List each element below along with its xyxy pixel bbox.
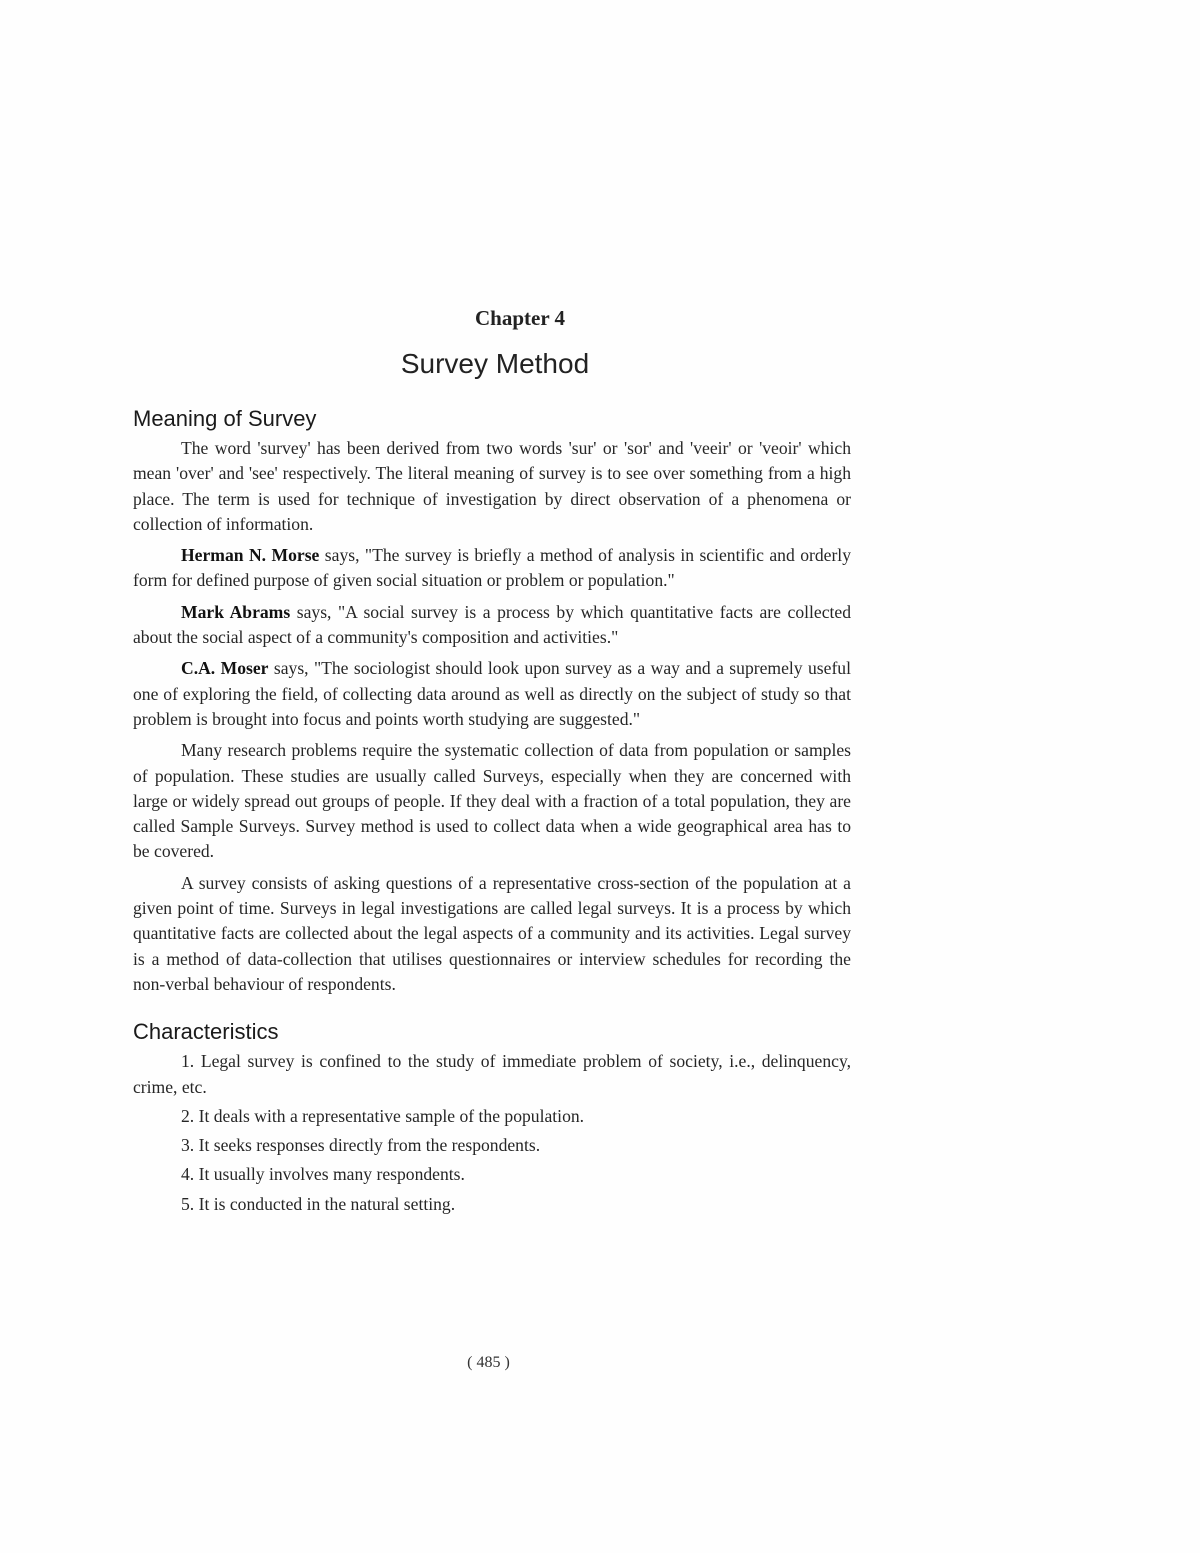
chapter-title: Survey Method	[400, 348, 590, 379]
list-item: 1. Legal survey is confined to the study of immediate problem of society, i.e., delinquency, crime, etc.	[133, 1051, 851, 1097]
page-content	[133, 404, 851, 1221]
paragraph-quote-abrams	[133, 600, 851, 651]
list-item: 4. It usually involves many respondents.	[181, 1164, 465, 1185]
paragraph-legal-survey: A survey consists of asking questions of a representative cross-section of the population at a given point of time. Surveys in legal investigations are called legal surveys. It is a process by which quantitative facts are collected about the legal aspects of a community and its activities. Legal survey is a method of data-collection that utilises questionnaires or interview schedules for recording the non-verbal behaviour of respondents.	[133, 872, 851, 994]
list-item: 2. It deals with a representative sample of the population.	[181, 1105, 585, 1126]
characteristics-list	[133, 1049, 851, 1217]
paragraph-etymology: The word 'survey' has been derived from two words 'sur' or 'sor' and 'veeir' or 'veoir' which mean 'over' and 'see' respectively. The literal meaning of survey is to see over something from a high place. The term is used for technique of investigation by direct observation of a phenomena or collection of information.	[133, 438, 851, 534]
quote-author-abrams: Mark Abrams	[181, 601, 291, 622]
paragraph-quote-morse	[133, 543, 851, 594]
quote-author-morse: Herman N. Morse	[181, 545, 320, 566]
quote-text-moser: says, "The sociologist should look upon survey as a way and a supremely useful one of exploring the field, of collecting data around as well as directly on the subject of study so that problem is brought into focus and points worth studying are suggested."	[133, 658, 851, 729]
list-item: 3. It seeks responses directly from the respondents.	[181, 1135, 541, 1156]
chapter-label: Chapter 4	[474, 306, 566, 330]
section-heading-characteristics: Characteristics	[133, 1019, 279, 1045]
paragraph-quote-moser	[133, 656, 851, 732]
quote-text-abrams: says, "A social survey is a process by which quantitative facts are collected about the social aspect of a community's composition and activities."	[133, 601, 852, 648]
page-number: ( 485 )	[467, 1354, 510, 1371]
paragraph-survey-types: Many research problems require the systematic collection of data from population or samples of population. These studies are usually called Surveys, especially when they are concerned with large or widely spread out groups of people. If they deal with a fraction of a total population, they are called Sample Surveys. Survey method is used to collect data when a wide geographical area has to be covered.	[133, 740, 851, 862]
quote-text-morse: says, "The survey is briefly a method of analysis in scientific and orderly form for defined purpose of given social situation or problem or population."	[133, 545, 851, 591]
section-heading-meaning: Meaning of Survey	[133, 406, 317, 431]
quote-author-moser: C.A. Moser	[181, 658, 269, 679]
list-item: 5. It is conducted in the natural setting.	[181, 1193, 456, 1214]
